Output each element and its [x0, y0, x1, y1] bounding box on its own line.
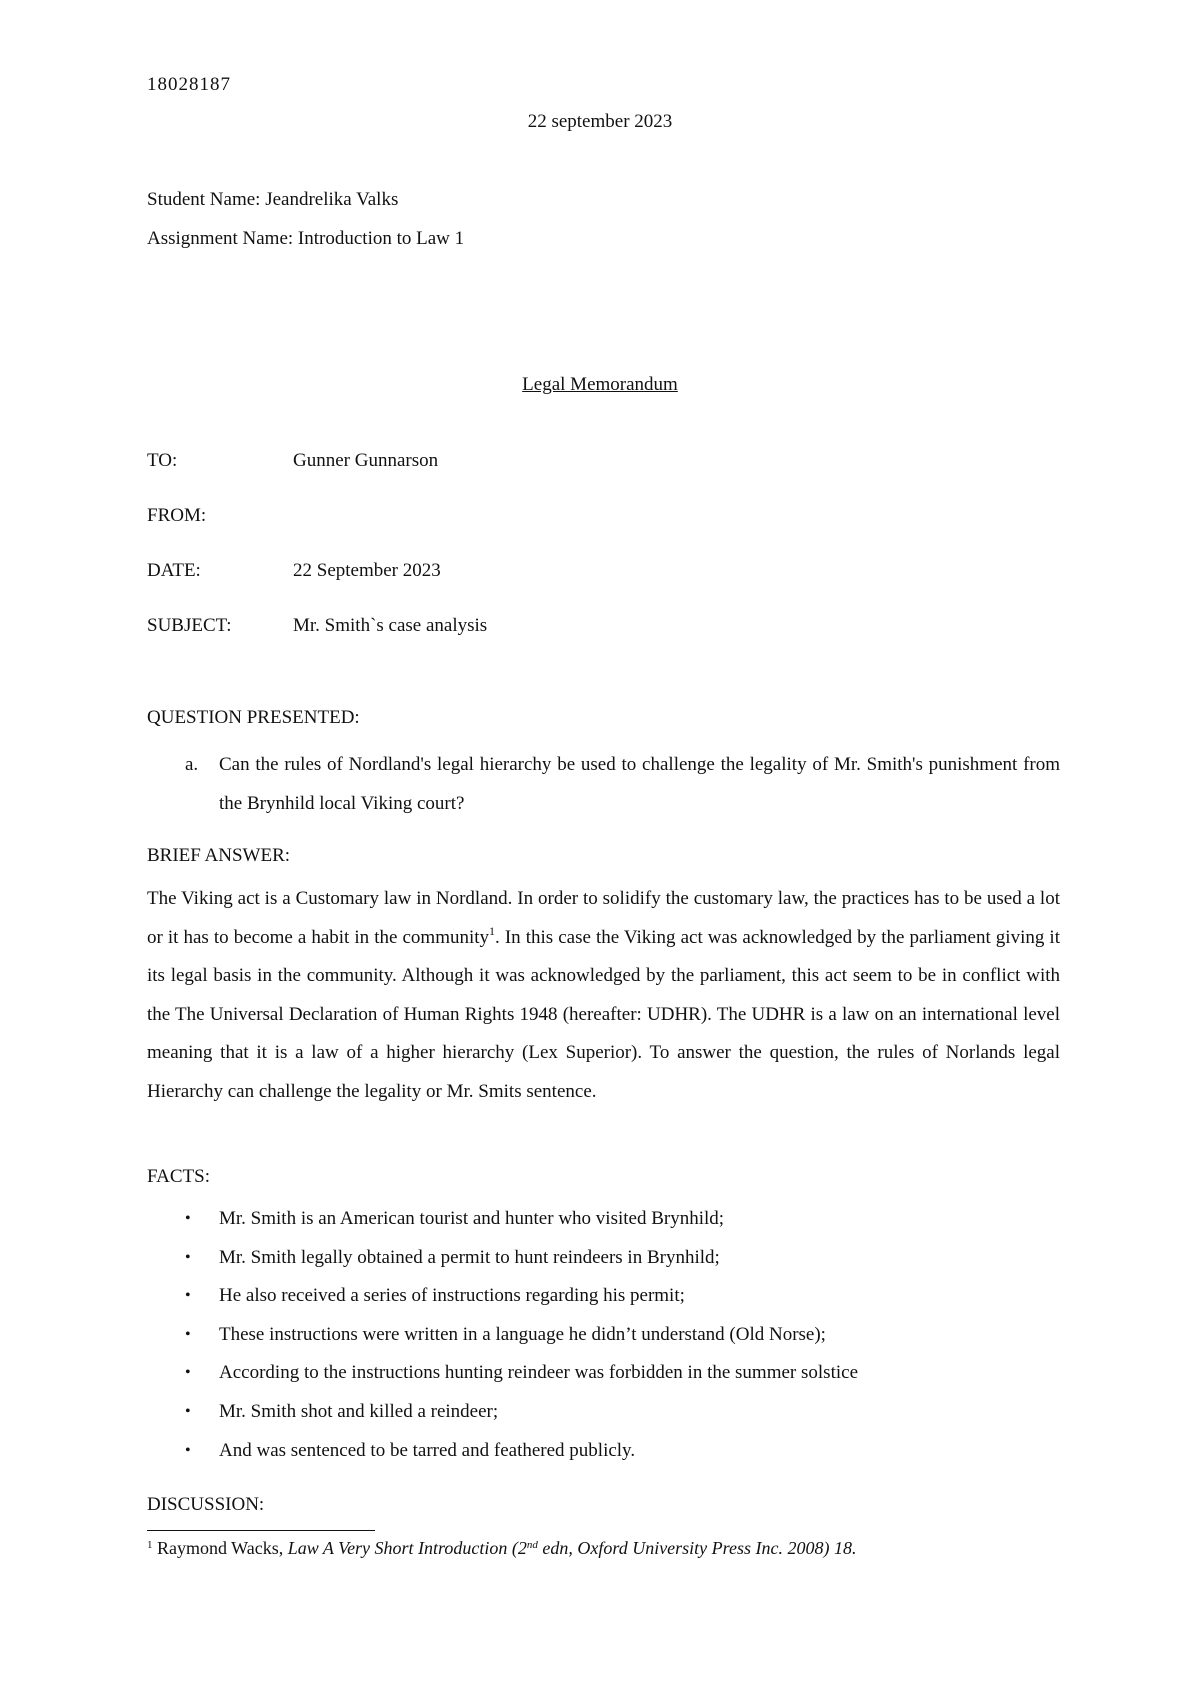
footnote-author: Raymond Wacks, [152, 1538, 288, 1558]
memo-title: Legal Memorandum [522, 374, 678, 395]
brief-answer-paragraph: The Viking act is a Customary law in Nordland. In order to solidify the customary law, the practices has to be used a lot or it has to become a habit in the community$^1$. In this case the Viking act was acknowledged by the parliament giving it its legal basis in the community. Although it was acknowledged by the parliament, this act seem to be in conflict with the The Universal Declaration of Human Rights 1948 (hereafter: UDHR). The UDHR is a law on an international level meaning that it is a law of a higher hierarchy (Lex Superior). To answer the question, the rules of Norlands legal Hierarchy can challenge the legality or Mr. Smits sentence. [147, 888, 1060, 1102]
discussion-heading: DISCUSSION: [147, 1494, 265, 1515]
facts-heading: FACTS: [147, 1166, 211, 1187]
bullet-icon: • [185, 1248, 191, 1266]
footnote-mark: 1 [147, 1539, 153, 1551]
footnote-separator [147, 1530, 375, 1531]
bullet-icon: • [185, 1441, 191, 1459]
list-item: • Mr. Smith legally obtained a permit to hunt reindeers in Brynhild; [147, 1239, 1060, 1278]
document-date: 22 september 2023 [527, 111, 673, 132]
list-item: • These instructions were written in a language he didn’t understand (Old Norse); [147, 1316, 1060, 1355]
footnote-reference[interactable]: 1 [489, 923, 496, 938]
facts-list [147, 1200, 1060, 1470]
from-label: FROM: [147, 505, 207, 526]
date-label: DATE: [147, 560, 201, 581]
bullet-icon: • [185, 1364, 191, 1382]
assignment-name-line: Assignment Name: Introduction to Law 1 [147, 228, 465, 249]
question-presented-heading: QUESTION PRESENTED: [147, 707, 360, 728]
student-name-line: Student Name: Jeandrelika Valks [147, 189, 399, 210]
list-item: • Mr. Smith shot and killed a reindeer; [147, 1393, 1060, 1432]
to-value: Gunner Gunnarson [293, 450, 439, 471]
to-label: TO: [147, 450, 178, 471]
list-item: • He also received a series of instructions regarding his permit; [147, 1277, 1060, 1316]
list-item: • According to the instructions hunting reindeer was forbidden in the summer solstice [147, 1354, 1060, 1393]
subject-label: SUBJECT: [147, 615, 232, 636]
footnote [147, 1538, 856, 1559]
list-item: • And was sentenced to be tarred and feathered publicly. [147, 1432, 1060, 1471]
subject-value: Mr. Smith`s case analysis [293, 615, 488, 636]
footnote-title: Law A Very Short Introduction (2nd edn, Oxford University Press Inc. 2008) 18. [287, 1538, 857, 1558]
question-text: Can the rules of Nordland's legal hierarchy be used to challenge the legality of Mr. Smith's punishment from the Brynhild local Viking court? [219, 754, 1060, 814]
bullet-icon: • [185, 1287, 191, 1305]
list-item: • Mr. Smith is an American tourist and hunter who visited Brynhild; [147, 1200, 1060, 1239]
bullet-icon: • [185, 1325, 191, 1343]
question-letter: a. [185, 754, 199, 775]
date-value: 22 September 2023 [293, 560, 441, 581]
bullet-icon: • [185, 1210, 191, 1227]
bullet-icon: • [185, 1402, 191, 1420]
brief-answer-heading: BRIEF ANSWER: [147, 845, 291, 866]
student-id: 18028187 [147, 74, 231, 95]
